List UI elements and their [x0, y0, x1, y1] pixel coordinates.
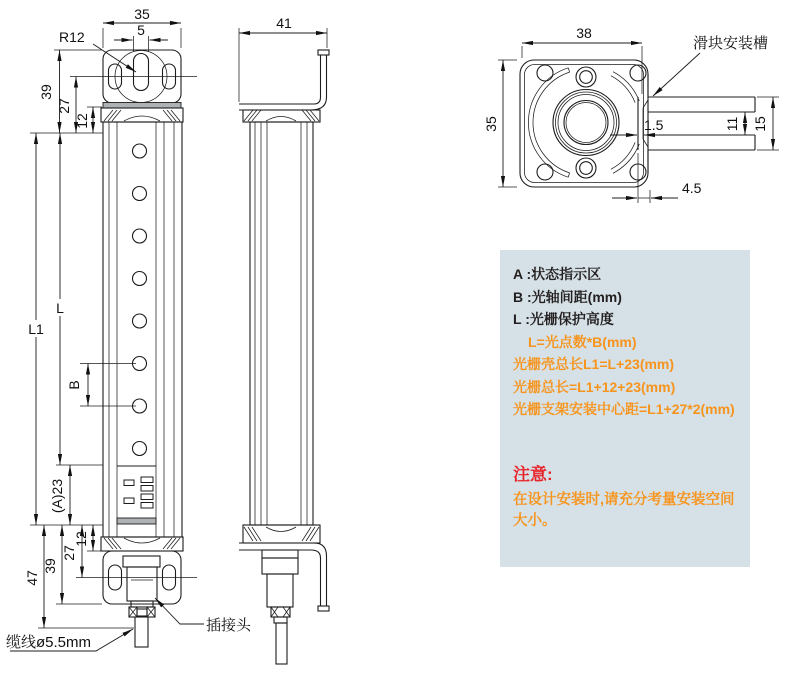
dim-total-length: L1 — [28, 321, 44, 337]
label-cable: 缆线ø5.5mm — [6, 634, 92, 651]
bracket-flange-top — [318, 50, 329, 55]
dim-slot-inner: 11 — [724, 116, 740, 132]
dim-top-12: 12 — [74, 113, 90, 129]
legend-line-b: B :光轴间距(mm) — [513, 288, 622, 305]
dim-top-39: 39 — [38, 84, 54, 100]
dim-side-width: 41 — [276, 15, 292, 31]
legend-formula-l: L=光点数*B(mm) — [528, 333, 637, 350]
housing-side — [250, 122, 313, 525]
section-view — [520, 60, 755, 187]
notice-body: 在设计安装时,请充分考量安装空间大小。 — [513, 491, 735, 529]
dim-radius: R12 — [59, 29, 85, 45]
label-slider-slot: 滑块安装槽 — [693, 35, 769, 52]
connector-side — [262, 550, 298, 664]
legend-line-l: L :光栅保护高度 — [513, 311, 614, 327]
dim-lip: 1.5 — [644, 117, 664, 133]
dim-slot-outer: 15 — [752, 116, 768, 132]
cable-side — [276, 623, 287, 664]
dim-slot-width: 5 — [137, 22, 145, 38]
front-view — [88, 50, 197, 647]
status-indicator-zone — [117, 466, 156, 524]
dim-bot-39: 39 — [42, 558, 58, 574]
beam-holes — [133, 144, 147, 456]
center-lens-bore — [553, 90, 619, 156]
dim-top-27: 27 — [56, 98, 72, 114]
dim-section-height: 35 — [483, 116, 499, 132]
info-panel — [500, 250, 750, 567]
dim-bot-27: 27 — [61, 545, 77, 561]
housing-body — [103, 122, 182, 537]
side-view — [239, 50, 329, 664]
label-connector: 插接头 — [206, 617, 252, 634]
legend-formula-total: 光栅总长=L1+12+23(mm) — [513, 378, 676, 395]
dim-status-zone: (A)23 — [49, 478, 65, 514]
side-view-dimensions — [239, 15, 327, 102]
dim-bot-12: 12 — [73, 531, 89, 547]
bracket-flange-bottom — [318, 606, 329, 611]
notice-title: 注意: — [513, 464, 553, 484]
cable-front — [135, 617, 148, 647]
dim-bot-47: 47 — [24, 570, 40, 586]
connector-front — [123, 556, 160, 647]
dim-section-width: 38 — [576, 25, 592, 41]
dim-slot-depth: 4.5 — [682, 180, 702, 196]
dim-protect-height: L — [56, 300, 64, 316]
legend-line-a: A :状态指示区 — [513, 266, 602, 282]
legend-formula-bracket: 光栅支架安装中心距=L1+27*2(mm) — [513, 401, 735, 417]
dim-top-width: 35 — [134, 6, 150, 22]
legend-formula-l1: 光栅壳总长L1=L+23(mm) — [513, 356, 675, 372]
dim-beam-pitch: B — [66, 380, 82, 390]
